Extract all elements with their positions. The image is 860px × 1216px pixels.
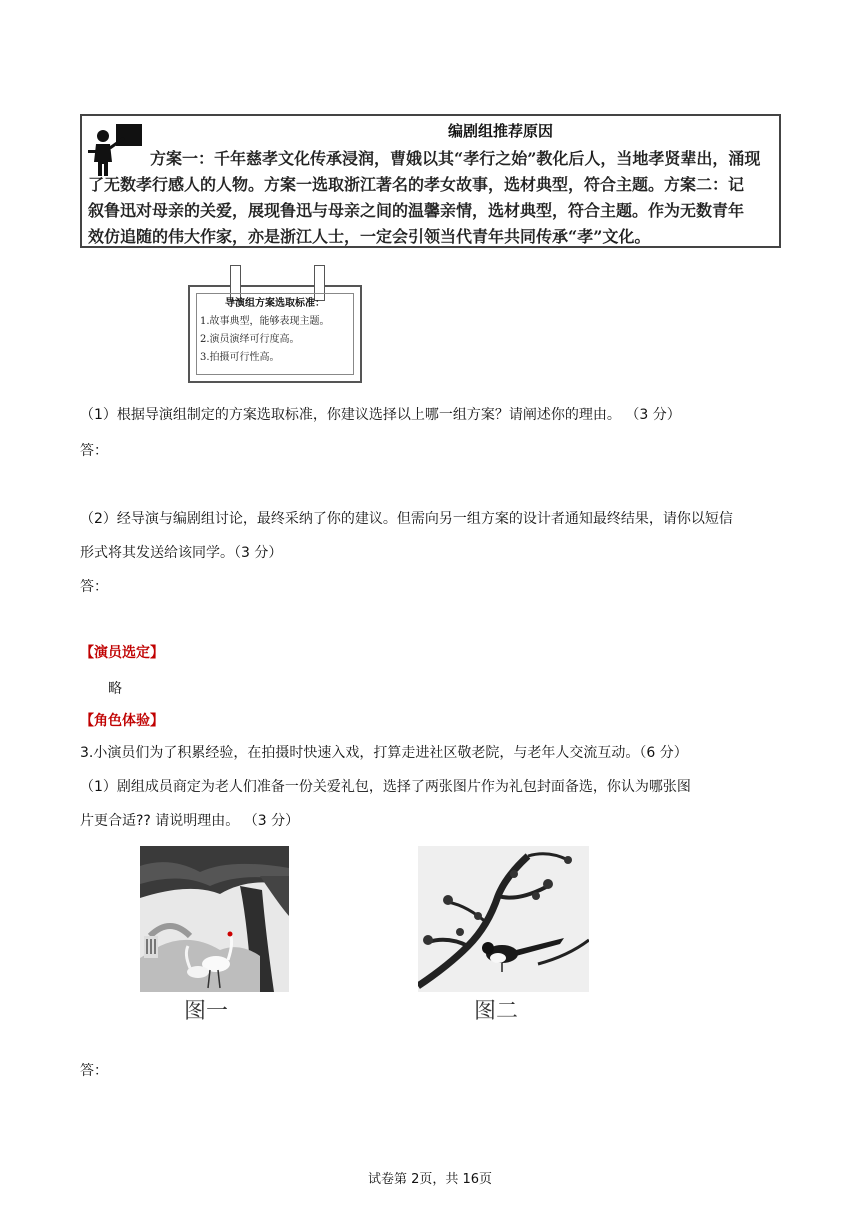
omitted-text: 略 — [108, 681, 122, 697]
figure-2-magpie-plum-image — [418, 846, 589, 992]
director-board — [188, 285, 362, 383]
screenwriting-line: 方案一：千年慈孝文化传承浸润，曹娥以其“孝行之始”教化后人，当地孝贤辈出，涌现 — [150, 149, 761, 168]
page-footer: 试卷第 2页，共 16页 — [367, 1172, 493, 1187]
question-3-sub1-line1: （1）剧组成员商定为老人们准备一份关爱礼包，选择了两张图片作为礼包封面备选，你认为哪张图 — [80, 779, 691, 795]
board-title: 导演组方案选取标准： — [225, 298, 325, 309]
board-item: 2.演员演绎可行度高。 — [200, 334, 300, 345]
screenwriting-line: 效仿追随的伟大作家，亦是浙江人士，一定会引领当代青年共同传承“孝”文化。 — [88, 227, 651, 246]
answer-label: 答： — [80, 579, 108, 595]
question-2-line1: （2）经导演与编剧组讨论，最终采纳了你的建议。但需向另一组方案的设计者通知最终结果，请你以短信 — [80, 511, 733, 527]
screenwriting-text — [88, 146, 774, 250]
question-2-line2: 形式将其发送给该同学。（3 分） — [80, 545, 283, 561]
screenwriting-box — [80, 114, 781, 248]
answer-label: 答： — [80, 1063, 108, 1079]
question-1: （1）根据导演组制定的方案选取标准，你建议选择以上哪一组方案？请阐述你的理由。 （3 分） — [80, 407, 681, 423]
answer-label: 答： — [80, 443, 108, 459]
section-role-experience: 【角色体验】 — [80, 713, 164, 729]
section-actor-selection: 【演员选定】 — [80, 645, 164, 661]
screenwriting-line: 叙鲁迅对母亲的关爱，展现鲁迅与母亲之间的温馨亲情，选材典型，符合主题。作为无数青年 — [88, 201, 745, 220]
board-item: 3.拍摄可行性高。 — [200, 352, 280, 363]
screenwriting-title: 编剧组推荐原因 — [447, 122, 553, 140]
board-item: 1.故事典型，能够表现主题。 — [200, 316, 330, 327]
figure-1-caption: 图一 — [184, 999, 229, 1024]
figure-1-cranes-pine-image — [140, 846, 289, 992]
question-3-sub1-line2: 片更合适?? 请说明理由。 （3 分） — [80, 813, 300, 829]
figure-2-caption: 图二 — [474, 999, 519, 1024]
screenwriting-line: 了无数孝行感人的人物。方案一选取浙江著名的孝女故事，选材典型，符合主题。方案二：记 — [88, 175, 745, 194]
question-3: 3.小演员们为了积累经验，在拍摄时快速入戏，打算走进社区敬老院，与老年人交流互动。（6 分） — [80, 745, 688, 761]
